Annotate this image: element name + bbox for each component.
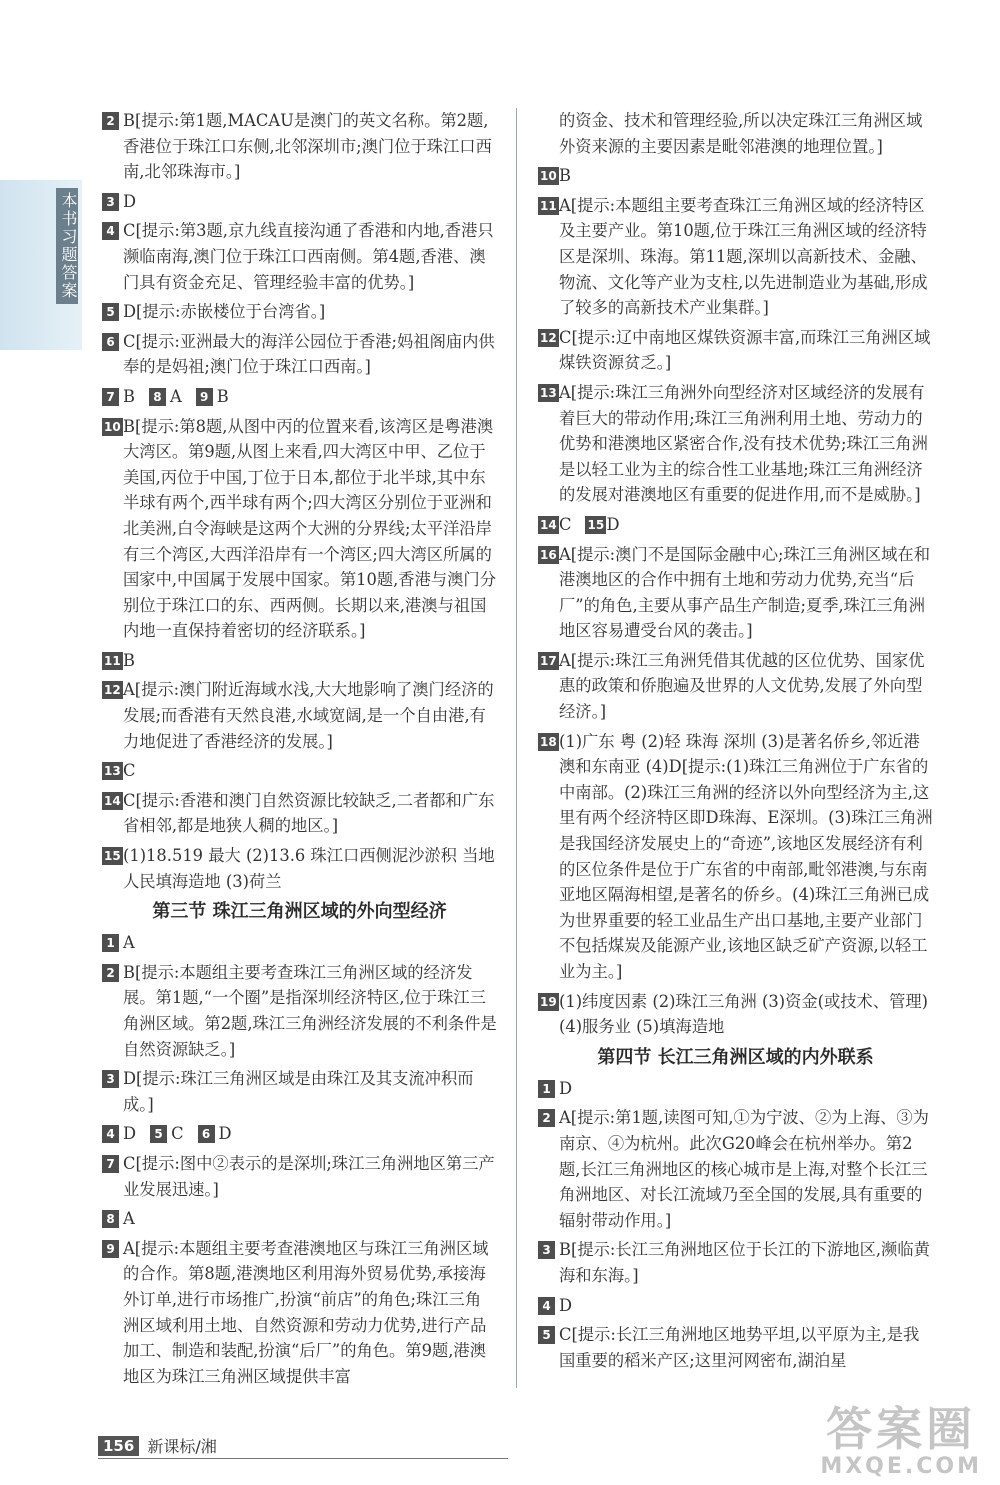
answer-item	[102, 648, 497, 674]
answer-item	[102, 843, 497, 894]
answer-item	[196, 384, 229, 410]
answer-text: A[提示:珠江三角洲凭借其优越的区位优势、国家优惠的政策和侨胞遍及世界的人文优势,发展了外向型经济。]	[559, 650, 925, 722]
question-number-badge: 12	[104, 683, 121, 698]
question-number-badge: 9	[102, 1240, 119, 1258]
side-tab	[0, 180, 82, 350]
answer-text: C[提示:辽中南地区煤铁资源丰富,而珠江三角洲区域煤铁资源贫乏。]	[559, 327, 931, 373]
answer-text: D	[218, 1124, 232, 1144]
question-number-badge: 13	[540, 385, 557, 400]
answer-item	[102, 1151, 497, 1202]
answer-text: C[提示:第3题,京九线直接沟通了香港和内地,香港只濒临南海,澳门位于珠江口西南侧。第4题,香港、澳门具有资金充足、管理经验丰富的优势。]	[123, 221, 494, 292]
answer-row	[102, 384, 497, 410]
answer-text: C	[559, 514, 572, 534]
answer-item	[538, 542, 933, 644]
answer-item	[538, 1237, 933, 1288]
answer-item	[102, 960, 497, 1062]
answer-text: B[提示:第1题,MACAU是澳门的英文名称。第2题,香港位于珠江口东侧,北邻深圳市;澳门位于珠江口西南,北邻珠海市。]	[123, 111, 492, 182]
question-number-badge: 19	[540, 994, 557, 1009]
question-number-badge: 1	[102, 934, 119, 952]
page-number: 156	[98, 1436, 139, 1456]
question-number-badge: 15	[587, 517, 605, 532]
question-number-badge: 11	[540, 198, 557, 213]
watermark-logo	[820, 1404, 982, 1479]
answer-item	[538, 1105, 933, 1233]
answer-item	[538, 729, 933, 985]
question-number-badge: 2	[538, 1109, 555, 1127]
answer-text: (1)纬度因素 (2)珠江三角洲 (3)资金(或技术、管理) (4)服务业 (5)填海造地	[559, 991, 929, 1037]
answer-item	[102, 677, 497, 754]
answer-item	[102, 1121, 136, 1147]
answer-text: C[提示:香港和澳门自然资源比较缺乏,二者都和广东省相邻,都是地狭人稠的地区。]	[123, 790, 495, 836]
answer-item	[102, 788, 497, 839]
answer-item	[538, 193, 933, 321]
answer-text: B[提示:第8题,从图中丙的位置来看,该湾区是粤港澳大湾区。第9题,从图上来看,四大湾区中甲、乙位于美国,丙位于中国,丁位于日本,都位于北半球,其中东半球有两个,西半球有两个;四大湾区分别位于亚洲和北美洲,白令海峡是这两个大洲的分界线;太平洋沿岸有三个湾区,大西洋沿岸有一个湾区;四大湾区所属的国家中,中国属于发展中国家。第10题,香港与澳门分别位于珠江口的东、西两侧。长期以来,港澳与祖国内地一直保持着密切的经济联系。]	[123, 416, 496, 641]
answer-text: A[提示:第1题,读图可知,①为宁波、②为上海、③为南京、④为杭州。此次G20峰会在杭州举办。第2题,长江三角洲地区的核心城市是上海,对整个长江三角洲地区、对长江流域乃至全国的发展,具有重要的辐射带动作用。]	[559, 1108, 929, 1230]
answer-text: C[提示:长江三角洲地区地势平坦,以平原为主,是我国重要的稻米产区;这里河网密布,湖泊星	[559, 1325, 920, 1370]
answer-text: D	[606, 514, 620, 534]
answer-item	[538, 512, 571, 538]
footer-rule	[98, 1458, 508, 1459]
question-number-badge: 17	[540, 653, 557, 668]
answer-text: B	[123, 650, 135, 670]
question-number-badge: 14	[104, 793, 121, 808]
answer-item	[102, 930, 497, 956]
left-column	[102, 108, 497, 1393]
question-number-badge: 6	[198, 1125, 215, 1143]
answer-item	[102, 414, 497, 644]
answer-item	[102, 1236, 497, 1390]
question-number-badge: 7	[102, 388, 119, 406]
answer-text: (1)广东 粤 (2)轻 珠海 深圳 (3)是著名侨乡,邻近港澳和东南亚 (4)D[提示:(1)珠江三角洲位于广东省的中南部。(2)珠江三角洲的经济以外向型经济为主,这里有两个经济特区即D珠海、E深圳。(3)珠江三角洲是我国经济发展史上的“奇迹”,该地区发展经济有利的区位条件是位于广东省的中南部,毗邻港澳,与东南亚地区隔海相望,是著名的侨乡。(4)珠江三角洲已成为世界重要的轻工业品生产出口基地,主要产业部门不包括煤炭及能源产业,该地区缺乏矿产资源,以轻工业为主。]	[559, 731, 933, 981]
answer-item	[198, 1121, 232, 1147]
answer-text: D	[559, 1078, 573, 1098]
answer-text: B[提示:本题组主要考查珠江三角洲区域的经济发展。第1题,“一个圈”是指深圳经济特区,位于珠江三角洲区域。第2题,珠江三角洲经济发展的不利条件是自然资源缺乏。]	[123, 962, 497, 1059]
answer-continuation: 的资金、技术和管理经验,所以决定珠江三角洲区域外资来源的主要因素是毗邻港澳的地理位置。]	[559, 111, 923, 156]
question-number-badge: 10	[540, 169, 557, 184]
answer-text: C[提示:亚洲最大的海洋公园位于香港;妈祖阁庙内供奉的是妈祖;澳门位于珠江口西南。]	[123, 331, 495, 377]
answer-item	[102, 758, 497, 784]
answer-text: A[提示:本题组主要考查珠江三角洲区域的经济特区及主要产业。第10题,位于珠江三角洲区域的经济特区是深圳、珠海。第11题,深圳以高新技术、金融、物流、文化等产业为支柱,以先进制造业为基础,形成了较多的高新技术产业集群。]	[559, 195, 928, 318]
answer-item	[538, 380, 933, 508]
answer-item	[538, 1322, 933, 1373]
question-number-badge: 10	[104, 419, 121, 434]
question-number-badge: 8	[102, 1210, 119, 1228]
question-number-badge: 3	[102, 193, 119, 211]
question-number-badge: 4	[102, 222, 119, 240]
question-number-badge: 4	[538, 1297, 555, 1315]
answer-row	[102, 1121, 497, 1147]
answer-text: C[提示:图中②表示的是深圳;珠江三角洲地区第三产业发展迅速。]	[123, 1153, 495, 1199]
question-number-badge: 2	[102, 112, 119, 130]
answer-text: D	[123, 1124, 137, 1144]
question-number-badge: 2	[102, 964, 119, 982]
question-number-badge: 5	[538, 1326, 555, 1344]
answer-item	[538, 325, 933, 376]
answer-text: A[提示:珠江三角洲外向型经济对区域经济的发展有着巨大的带动作用;珠江三角洲利用土地、劳动力的优势和港澳地区紧密合作,没有技术优势;珠江三角洲是以轻工业为主的综合性工业基地;珠江三角洲经济的发展对港澳地区有重要的促进作用,而不是威胁。]	[559, 382, 928, 505]
question-number-badge: 18	[540, 734, 557, 749]
question-number-badge: 6	[102, 333, 119, 351]
question-number-badge: 15	[104, 849, 121, 864]
answer-text: A[提示:澳门附近海域水浅,大大地影响了澳门经济的发展;而香港有天然良港,水域宽阔,是一个自由港,有力地促进了香港经济的发展。]	[123, 680, 494, 751]
answer-text: C	[123, 761, 136, 781]
answer-item	[102, 384, 135, 410]
question-number-badge: 13	[104, 764, 121, 779]
column-divider	[516, 108, 517, 1388]
question-number-badge: 14	[540, 517, 557, 532]
answer-text: A[提示:澳门不是国际金融中心;珠江三角洲区域在和港澳地区的合作中拥有土地和劳动力优势,充当“后厂”的角色,主要从事产品生产制造;夏季,珠江三角洲地区容易遭受台风的袭击。]	[559, 544, 930, 641]
answer-text: B	[559, 166, 571, 186]
question-number-badge: 12	[540, 330, 557, 345]
answer-text: B	[123, 386, 135, 406]
answer-item	[102, 329, 497, 380]
answer-item	[102, 108, 497, 185]
answer-item	[585, 512, 619, 538]
answer-text: A	[123, 933, 135, 953]
question-number-badge: 5	[102, 303, 119, 321]
answer-text: A	[123, 1209, 135, 1229]
section-heading: 第三节 珠江三角洲区域的外向型经济	[152, 901, 447, 923]
answer-row	[538, 512, 933, 538]
side-tab-label: 本书习题答案	[56, 188, 78, 304]
watermark-text: 答案圈	[826, 1402, 977, 1456]
answer-item	[538, 1076, 933, 1102]
answer-item	[538, 989, 933, 1040]
question-number-badge: 1	[538, 1080, 555, 1098]
edition-label: 新课标/湘	[147, 1437, 217, 1456]
answer-text: A	[169, 386, 182, 406]
question-number-badge: 3	[102, 1070, 119, 1088]
answer-item	[538, 163, 933, 189]
answer-text: B	[216, 386, 229, 406]
question-number-badge: 4	[102, 1125, 119, 1143]
question-number-badge: 5	[150, 1125, 167, 1143]
answer-item	[149, 384, 182, 410]
answer-text: D[提示:赤嵌楼位于台湾省。]	[123, 302, 326, 322]
section-heading: 第四节 长江三角洲区域的内外联系	[597, 1046, 874, 1068]
answer-text: B[提示:长江三角洲地区位于长江的下游地区,濒临黄海和东海。]	[559, 1240, 930, 1285]
answer-text: D	[123, 191, 137, 211]
answer-item	[538, 648, 933, 725]
question-number-badge: 11	[104, 653, 121, 668]
footer	[98, 1434, 217, 1457]
question-number-badge: 9	[196, 388, 213, 406]
answer-item	[102, 1066, 497, 1117]
question-number-badge: 3	[538, 1241, 555, 1259]
answer-text: A[提示:本题组主要考查港澳地区与珠江三角洲区域的合作。第8题,港澳地区利用海外贸易优势,承接海外订单,进行市场推广,扮演“前店”的角色;珠江三角洲区域利用土地、自然资源和劳动力优势,进行产品加工、制造和装配,扮演“后厂”的角色。第9题,港澳地区为珠江三角洲区域提供丰富	[123, 1238, 489, 1386]
answer-text: (1)18.519 最大 (2)13.6 珠江口西侧泥沙淤积 当地人民填海造地 (3)荷兰	[123, 846, 495, 891]
answer-text: C	[171, 1124, 184, 1144]
answer-item	[102, 299, 497, 325]
question-number-badge: 16	[540, 547, 557, 562]
answer-text: D[提示:珠江三角洲区域是由珠江及其支流冲积而成。]	[123, 1069, 474, 1114]
watermark-url: MXQE.COM	[820, 1454, 982, 1479]
answer-item	[102, 1206, 497, 1232]
right-column	[538, 108, 933, 1377]
answer-item	[102, 189, 497, 215]
answer-item	[150, 1121, 183, 1147]
question-number-badge: 8	[149, 388, 166, 406]
answer-item	[102, 218, 497, 295]
question-number-badge: 7	[102, 1155, 119, 1173]
answer-item	[538, 1293, 933, 1319]
answer-text: D	[559, 1295, 573, 1315]
